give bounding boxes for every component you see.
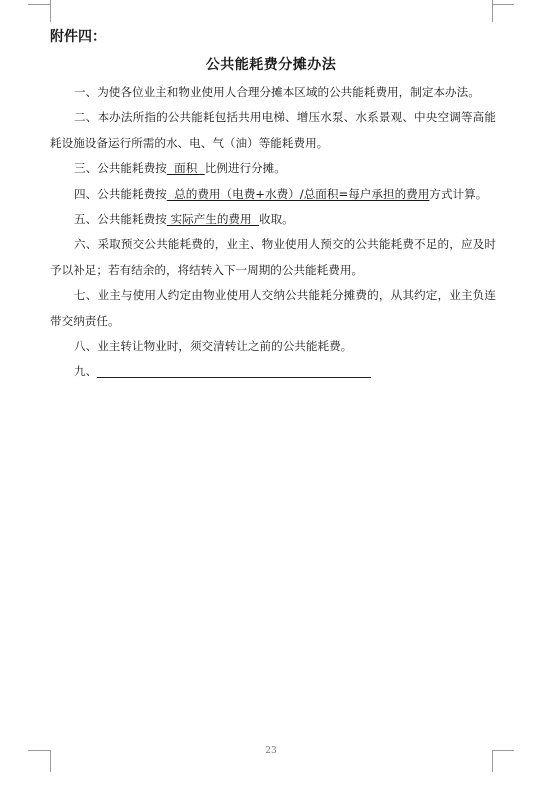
- clause-4-prefix: 四、公共能耗费按: [74, 186, 167, 201]
- clause-5-prefix: 五、公共能耗费按: [74, 212, 167, 227]
- crop-mark-top-left-v: [50, 0, 51, 22]
- document-body: [50, 80, 496, 385]
- crop-mark-top-right-h: [492, 4, 514, 5]
- clause-6: 六、采取预交公共能耗费的，业主、物业使用人预交的公共能耗费不足的，应及时予以补足；若有结余的，将结转入下一周期的公共能耗费用。: [50, 237, 496, 277]
- clause-5: [50, 207, 496, 232]
- crop-mark-top-right-v: [492, 0, 493, 22]
- attachment-label: 附件四：: [50, 29, 106, 45]
- document-title: 公共能耗费分摊办法: [205, 57, 337, 73]
- clause-3-prefix: 三、公共能耗费按: [74, 161, 167, 176]
- clause-8: 八、业主转让物业时，须交清转让之前的公共能耗费。: [74, 339, 353, 354]
- clause-4: [50, 182, 496, 207]
- clause-9-prefix: 九、: [74, 364, 98, 379]
- clause-1: 一、为使各位业主和物业使用人合理分摊本区域的公共能耗费用，制定本办法。: [74, 85, 480, 99]
- crop-mark-top-left-h: [28, 4, 50, 5]
- clause-9: [50, 359, 496, 384]
- clause-9-blank-line: [97, 363, 371, 378]
- clause-4-suffix: 方式计算。: [429, 186, 488, 201]
- clause-3-fill: 面积: [166, 161, 205, 176]
- clause-3-suffix: 比例进行分摊。: [204, 161, 286, 176]
- clause-4-fill: 总的费用（电费+水费）/总面积=每户承担的费用: [166, 186, 430, 201]
- clause-5-fill: 实际产生的费用: [166, 212, 259, 227]
- clause-7: 七、业主与使用人约定由物业使用人交纳公共能耗分摊费的，从其约定，业主负连带交纳责任。: [50, 288, 496, 328]
- clause-3: [50, 156, 496, 181]
- clause-5-suffix: 收取。: [258, 212, 294, 227]
- clause-2: 二、本办法所指的公共能耗包括共用电梯、增压水泵、水系景观、中央空调等高能耗设施设备运行所需的水、电、气（油）等能耗费用。: [50, 110, 496, 150]
- page-number: 23: [265, 746, 277, 756]
